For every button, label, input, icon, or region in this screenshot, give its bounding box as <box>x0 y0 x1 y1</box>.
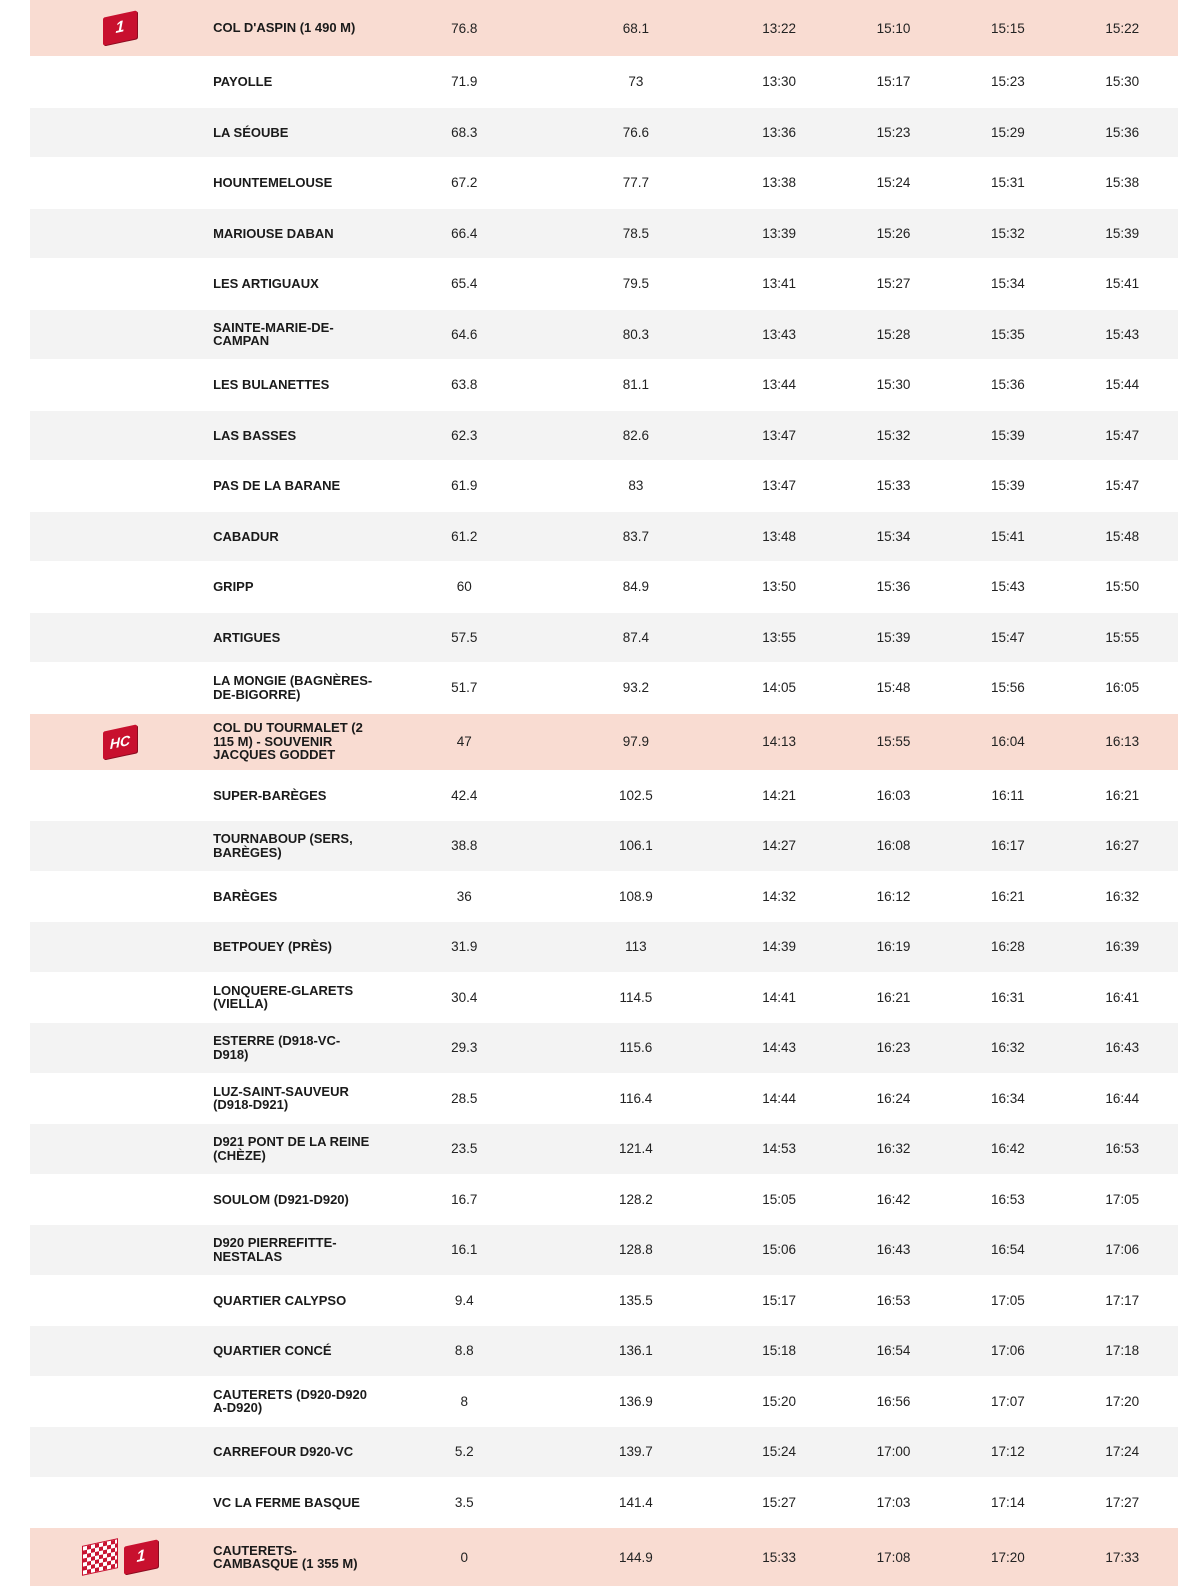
time-1: 13:39 <box>762 225 796 241</box>
time-1: 15:33 <box>762 1549 796 1565</box>
km-remaining: 68.3 <box>451 124 478 140</box>
table-row <box>30 411 1178 462</box>
km-remaining: 62.3 <box>451 427 478 443</box>
table-row <box>30 1427 1178 1478</box>
time-1: 14:43 <box>762 1040 796 1056</box>
time-4: 16:27 <box>1105 838 1140 854</box>
place-name: SOULOM (D921-D920) <box>213 1191 349 1207</box>
time-1: 13:48 <box>762 528 796 544</box>
km-remaining: 63.8 <box>451 377 478 393</box>
time-1: 14:21 <box>762 787 796 803</box>
table-row <box>30 1326 1178 1377</box>
table-row <box>30 158 1178 209</box>
time-3: 17:20 <box>990 1549 1025 1565</box>
place-name: PAS DE LA BARANE <box>213 478 341 493</box>
time-3: 15:36 <box>990 377 1025 393</box>
table-row <box>30 771 1178 822</box>
time-3: 16:31 <box>990 989 1025 1005</box>
place-name: QUARTIER CALYPSO <box>213 1292 347 1308</box>
time-3: 15:34 <box>990 276 1025 292</box>
km-done: 106.1 <box>618 838 653 854</box>
time-4: 16:21 <box>1105 787 1140 803</box>
time-4: 16:41 <box>1105 989 1140 1005</box>
table-row <box>30 1478 1178 1529</box>
time-1: 14:44 <box>762 1090 796 1106</box>
time-3: 16:42 <box>990 1141 1025 1157</box>
time-2: 16:08 <box>876 838 911 854</box>
place-name: CAUTERETS (D920-D920 A-D920) <box>213 1386 367 1416</box>
place-name: ARTIGUES <box>213 629 281 645</box>
time-4: 16:53 <box>1105 1141 1140 1157</box>
place-name: CABADUR <box>213 528 279 544</box>
time-2: 16:42 <box>876 1191 911 1207</box>
time-2: 15:17 <box>876 74 911 90</box>
time-3: 16:54 <box>990 1242 1025 1258</box>
time-4: 16:43 <box>1105 1040 1140 1056</box>
time-3: 15:41 <box>990 528 1025 544</box>
table-row <box>30 1377 1178 1428</box>
km-remaining: 47 <box>456 734 472 749</box>
place-name: QUARTIER CONCÉ <box>213 1343 332 1358</box>
time-3: 15:31 <box>990 175 1025 191</box>
time-4: 15:41 <box>1105 276 1140 292</box>
km-done: 81.1 <box>622 377 649 393</box>
climb-row <box>30 714 1178 771</box>
time-3: 15:43 <box>990 579 1025 595</box>
km-done: 114.5 <box>619 989 653 1005</box>
km-done: 108.9 <box>618 888 653 904</box>
time-3: 15:47 <box>990 629 1025 645</box>
time-1: 15:24 <box>762 1444 796 1460</box>
climb-row <box>30 1528 1178 1587</box>
time-4: 16:32 <box>1105 888 1140 904</box>
place-name: GRIPP <box>213 579 254 594</box>
place-name: D920 PIERREFITTE-NESTALAS <box>213 1235 337 1264</box>
time-2: 15:55 <box>876 734 911 749</box>
time-4: 17:18 <box>1105 1343 1140 1359</box>
km-remaining: 29.3 <box>451 1040 478 1056</box>
km-done: 82.6 <box>622 427 649 443</box>
time-1: 15:17 <box>762 1292 796 1308</box>
time-3: 16:32 <box>990 1040 1025 1056</box>
time-2: 15:48 <box>876 680 911 696</box>
time-1: 15:27 <box>762 1494 796 1510</box>
time-1: 14:05 <box>762 680 796 696</box>
time-1: 13:41 <box>762 276 796 292</box>
km-done: 128.8 <box>618 1242 653 1258</box>
km-remaining: 31.9 <box>451 939 478 955</box>
time-1: 14:39 <box>762 939 796 955</box>
km-remaining: 66.4 <box>451 225 478 241</box>
time-4: 15:38 <box>1105 175 1140 191</box>
time-2: 15:24 <box>876 175 911 191</box>
place-name: CARREFOUR D920-VC <box>213 1444 354 1459</box>
table-row <box>30 1225 1178 1276</box>
time-2: 15:36 <box>876 579 911 595</box>
time-3: 15:39 <box>990 427 1025 443</box>
time-4: 17:24 <box>1105 1444 1140 1460</box>
time-4: 15:22 <box>1105 20 1140 36</box>
time-2: 16:56 <box>876 1393 911 1409</box>
time-1: 15:05 <box>762 1191 796 1207</box>
place-name: VC LA FERME BASQUE <box>213 1494 360 1510</box>
km-done: 83.7 <box>622 528 649 544</box>
km-done: 68.1 <box>622 20 649 36</box>
place-name: LONQUERE-GLARETS (VIELLA) <box>213 982 354 1012</box>
time-3: 17:05 <box>990 1292 1025 1308</box>
time-4: 15:55 <box>1105 629 1140 645</box>
km-done: 128.2 <box>618 1191 653 1207</box>
time-1: 14:41 <box>762 989 796 1005</box>
time-2: 17:08 <box>876 1549 911 1565</box>
time-4: 17:27 <box>1105 1494 1140 1510</box>
place-name: MARIOUSE DABAN <box>213 225 334 241</box>
place-name: LES ARTIGUAUX <box>213 276 319 291</box>
km-remaining: 67.2 <box>451 175 478 191</box>
km-done: 136.1 <box>618 1343 653 1359</box>
km-remaining: 8 <box>460 1393 469 1409</box>
climb-row <box>30 0 1178 57</box>
time-2: 17:00 <box>876 1444 911 1460</box>
table-row <box>30 1175 1178 1226</box>
km-remaining: 71.9 <box>451 74 478 90</box>
place-name: LA SÉOUBE <box>213 124 289 140</box>
place-name: LUZ-SAINT-SAUVEUR (D918-D921) <box>213 1083 349 1113</box>
time-1: 15:20 <box>762 1393 796 1409</box>
time-3: 15:39 <box>990 478 1025 494</box>
time-1: 13:30 <box>762 74 796 90</box>
climb-category-badge: 1 <box>103 10 137 45</box>
km-remaining: 64.6 <box>451 326 478 342</box>
km-remaining: 36 <box>456 888 472 904</box>
table-row <box>30 512 1178 563</box>
row-icon-cell <box>30 728 209 756</box>
finish-flag-icon <box>82 1538 118 1576</box>
table-row <box>30 461 1178 512</box>
km-remaining: 60 <box>456 579 472 595</box>
place-name: TOURNABOUP (SERS, BARÈGES) <box>213 831 353 860</box>
time-3: 15:56 <box>990 680 1025 696</box>
climb-category-badge: HC <box>103 724 137 759</box>
time-4: 15:44 <box>1105 377 1140 393</box>
time-2: 15:32 <box>876 427 911 443</box>
place-name: SAINTE-MARIE-DE-CAMPAN <box>213 319 334 349</box>
place-name: CAUTERETS-CAMBASQUE (1 355 M) <box>213 1542 358 1571</box>
time-1: 14:53 <box>762 1141 796 1157</box>
time-2: 15:10 <box>876 20 911 36</box>
time-2: 15:26 <box>876 225 911 241</box>
table-row <box>30 108 1178 159</box>
time-4: 17:06 <box>1105 1242 1140 1258</box>
time-4: 16:05 <box>1105 680 1140 696</box>
place-name: SUPER-BARÈGES <box>213 787 327 803</box>
time-4: 16:44 <box>1105 1090 1140 1106</box>
time-4: 15:43 <box>1105 326 1140 342</box>
km-done: 73 <box>628 74 644 90</box>
place-name: LES BULANETTES <box>213 377 330 392</box>
km-done: 116.4 <box>619 1090 653 1106</box>
time-3: 15:29 <box>990 124 1025 140</box>
time-2: 16:03 <box>876 787 911 803</box>
km-remaining: 3.5 <box>454 1494 474 1510</box>
km-done: 121.4 <box>618 1141 653 1157</box>
row-icon-cell <box>30 14 209 42</box>
km-done: 115.6 <box>619 1040 653 1056</box>
time-2: 16:54 <box>876 1343 911 1359</box>
time-4: 16:39 <box>1105 939 1140 955</box>
km-done: 84.9 <box>622 579 649 595</box>
km-done: 83 <box>628 478 644 494</box>
table-row <box>30 360 1178 411</box>
place-name: PAYOLLE <box>213 74 273 89</box>
km-done: 97.9 <box>622 734 649 749</box>
time-1: 13:43 <box>762 326 796 342</box>
time-3: 16:53 <box>990 1191 1025 1207</box>
km-remaining: 57.5 <box>451 629 478 645</box>
km-done: 141.4 <box>618 1494 653 1510</box>
time-3: 17:14 <box>990 1494 1025 1510</box>
time-3: 15:35 <box>990 326 1025 342</box>
place-name: LA MONGIE (BAGNÈRES-DE-BIGORRE) <box>213 673 373 702</box>
time-1: 14:27 <box>762 838 796 854</box>
time-2: 16:12 <box>876 888 911 904</box>
km-remaining: 5.2 <box>454 1444 474 1460</box>
place-name: ESTERRE (D918-VC-D918) <box>213 1033 341 1062</box>
time-3: 16:34 <box>990 1090 1025 1106</box>
time-2: 15:28 <box>876 326 911 342</box>
time-4: 17:33 <box>1105 1549 1140 1565</box>
km-done: 139.7 <box>618 1444 653 1460</box>
time-1: 13:47 <box>762 427 796 443</box>
time-1: 14:13 <box>762 734 796 749</box>
table-row <box>30 663 1178 714</box>
km-remaining: 42.4 <box>451 787 478 803</box>
km-done: 77.7 <box>622 175 649 191</box>
time-4: 17:17 <box>1105 1292 1140 1308</box>
table-row <box>30 922 1178 973</box>
time-1: 13:38 <box>762 175 796 191</box>
km-done: 135.5 <box>618 1292 653 1308</box>
time-3: 16:21 <box>990 888 1025 904</box>
route-schedule-table <box>30 0 1178 1587</box>
table-row <box>30 209 1178 260</box>
table-row <box>30 973 1178 1024</box>
time-3: 16:04 <box>990 734 1025 749</box>
time-1: 13:50 <box>762 579 796 595</box>
time-4: 17:05 <box>1105 1191 1140 1207</box>
time-2: 16:32 <box>876 1141 911 1157</box>
table-row <box>30 259 1178 310</box>
time-3: 17:12 <box>990 1444 1025 1460</box>
time-2: 16:24 <box>876 1090 911 1106</box>
time-2: 15:23 <box>876 124 911 140</box>
km-done: 113 <box>625 939 647 955</box>
time-4: 15:30 <box>1105 74 1140 90</box>
place-name: BARÈGES <box>213 888 278 904</box>
table-row <box>30 1023 1178 1074</box>
km-remaining: 51.7 <box>451 680 478 696</box>
time-3: 16:28 <box>990 939 1025 955</box>
time-1: 15:06 <box>762 1242 796 1258</box>
time-3: 17:06 <box>990 1343 1025 1359</box>
km-done: 79.5 <box>622 276 649 292</box>
place-name: COL D'ASPIN (1 490 M) <box>213 20 356 36</box>
place-name: HOUNTEMELOUSE <box>213 175 333 190</box>
km-remaining: 16.7 <box>451 1191 478 1207</box>
km-remaining: 28.5 <box>451 1090 478 1106</box>
time-4: 15:50 <box>1105 579 1140 595</box>
time-2: 15:33 <box>876 478 911 494</box>
time-2: 16:23 <box>876 1040 911 1056</box>
table-row <box>30 310 1178 361</box>
km-done: 93.2 <box>622 680 649 696</box>
time-2: 16:53 <box>876 1292 911 1308</box>
time-4: 15:47 <box>1105 478 1140 494</box>
time-2: 17:03 <box>876 1494 911 1510</box>
table-row <box>30 1074 1178 1125</box>
km-remaining: 9.4 <box>454 1292 474 1308</box>
km-remaining: 61.2 <box>451 528 478 544</box>
km-remaining: 16.1 <box>451 1242 478 1258</box>
km-remaining: 23.5 <box>451 1141 478 1157</box>
table-row <box>30 1124 1178 1175</box>
km-done: 87.4 <box>622 629 649 645</box>
time-4: 15:39 <box>1105 225 1140 241</box>
place-name: D921 PONT DE LA REINE (CHÈZE) <box>213 1134 370 1163</box>
time-4: 15:36 <box>1105 124 1140 140</box>
time-2: 15:30 <box>876 377 911 393</box>
table-row <box>30 562 1178 613</box>
place-name: COL DU TOURMALET (2 115 M) - SOUVENIR JACQUES GODDET <box>213 720 363 763</box>
km-remaining: 38.8 <box>451 838 478 854</box>
time-3: 15:32 <box>990 225 1025 241</box>
time-4: 16:13 <box>1105 734 1140 749</box>
time-1: 13:36 <box>762 124 796 140</box>
km-remaining: 65.4 <box>451 276 478 292</box>
km-done: 136.9 <box>618 1393 653 1409</box>
km-done: 76.6 <box>622 124 649 140</box>
time-3: 15:23 <box>990 74 1025 90</box>
km-done: 144.9 <box>618 1549 653 1565</box>
table-row <box>30 57 1178 108</box>
place-name: LAS BASSES <box>213 427 297 443</box>
time-4: 17:20 <box>1105 1393 1140 1409</box>
time-4: 15:48 <box>1105 528 1140 544</box>
table-row <box>30 872 1178 923</box>
time-1: 14:32 <box>762 888 796 904</box>
time-1: 13:22 <box>762 20 796 36</box>
time-2: 16:21 <box>876 989 911 1005</box>
time-3: 17:07 <box>990 1393 1025 1409</box>
place-name: BETPOUEY (PRÈS) <box>213 939 333 954</box>
time-1: 13:55 <box>762 629 796 645</box>
time-2: 16:19 <box>876 939 911 955</box>
km-remaining: 0 <box>460 1549 469 1565</box>
km-done: 102.5 <box>618 787 653 803</box>
row-icon-cell <box>30 1542 209 1572</box>
km-done: 80.3 <box>622 326 649 342</box>
table-row <box>30 821 1178 872</box>
time-3: 16:17 <box>990 838 1025 854</box>
km-remaining: 8.8 <box>454 1343 474 1359</box>
time-3: 16:11 <box>991 787 1025 803</box>
time-2: 15:39 <box>876 629 911 645</box>
time-2: 15:34 <box>876 528 911 544</box>
time-3: 15:15 <box>990 20 1025 36</box>
time-2: 15:27 <box>876 276 911 292</box>
km-done: 78.5 <box>622 225 649 241</box>
km-remaining: 30.4 <box>451 989 478 1005</box>
time-1: 13:47 <box>762 478 796 494</box>
time-4: 15:47 <box>1105 427 1140 443</box>
time-1: 13:44 <box>762 377 796 393</box>
climb-category-badge: 1 <box>124 1539 158 1574</box>
km-remaining: 61.9 <box>451 478 478 494</box>
km-remaining: 76.8 <box>451 20 478 36</box>
table-row <box>30 613 1178 664</box>
time-2: 16:43 <box>876 1242 911 1258</box>
table-row <box>30 1276 1178 1327</box>
time-1: 15:18 <box>762 1343 796 1359</box>
